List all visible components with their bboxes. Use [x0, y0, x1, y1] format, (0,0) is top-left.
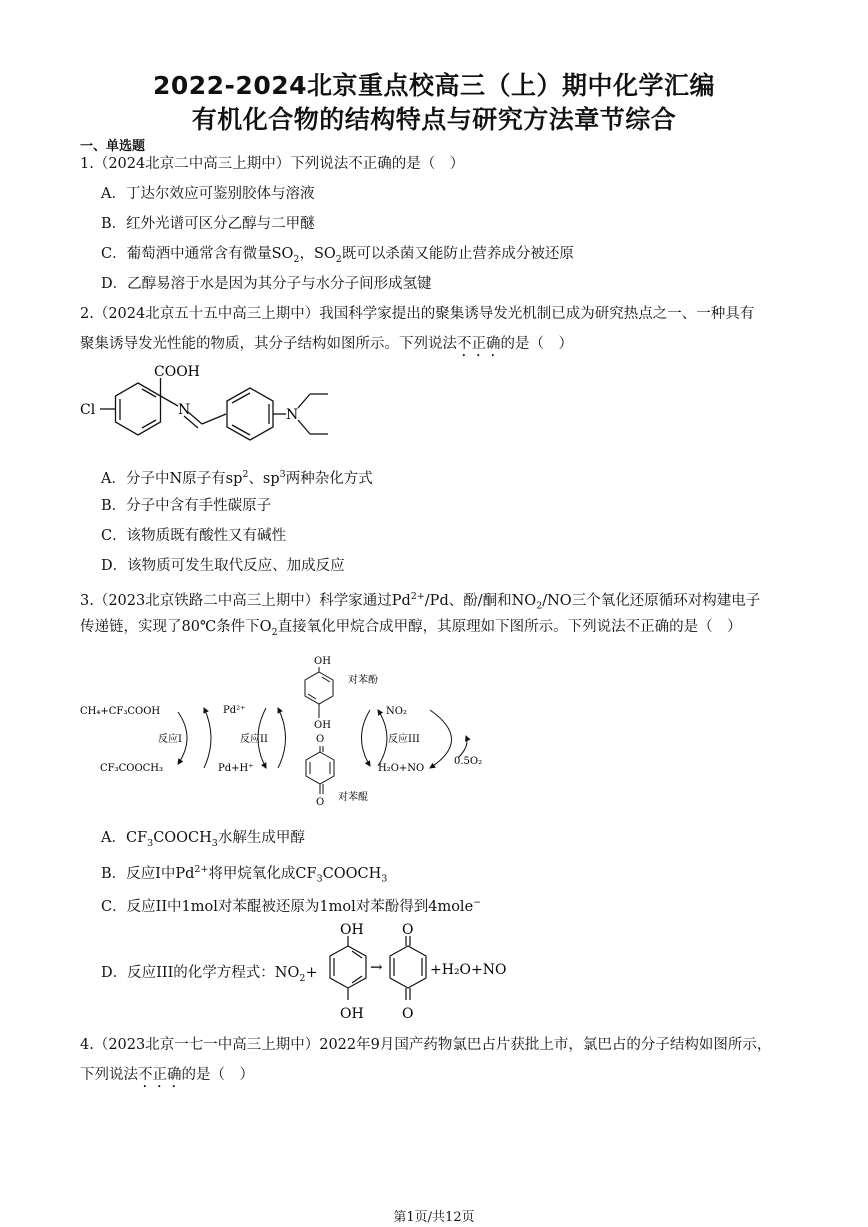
section-heading: 一、单选题: [80, 139, 146, 154]
superscript: 2: [242, 469, 249, 480]
plus-sign: +: [305, 965, 318, 981]
q3-option-a-text: COOCH: [153, 830, 212, 846]
q3-stem-text: 3.（2023北京铁路二中高三上期中）科学家通过Pd: [80, 592, 411, 609]
q2-option-a-text: 两种杂化方式: [285, 470, 373, 487]
q3-option-d: [101, 964, 318, 988]
hydroquinone-label: 对苯酚: [348, 675, 378, 686]
q3-stem-text: /Pd、酚/酮和NO: [424, 592, 537, 609]
page-footer: 第1页/共12页: [393, 1210, 475, 1225]
reaction-i-label: 反应I: [158, 734, 182, 745]
no2-label: NO₂: [386, 706, 407, 717]
q2-stem-line2: [80, 335, 573, 360]
subscript: 2: [293, 253, 300, 265]
subscript: 2: [536, 600, 543, 612]
pd-h-label: Pd+H⁺: [218, 763, 254, 774]
oh-label: OH: [340, 922, 364, 938]
subscript: 3: [211, 837, 218, 849]
emphasis-not-correct: 不正确: [457, 336, 501, 352]
oh-label: OH: [340, 1006, 364, 1022]
benzoquinone-label: 对苯醌: [338, 792, 368, 803]
reaction-ii-label: 反应II: [240, 734, 268, 745]
q2-stem-line1: 2.（2024北京五十五中高三上期中）我国科学家提出的聚集诱导发光机制已成为研究热点之一、一种具有: [80, 306, 755, 322]
cl-label: Cl: [80, 402, 96, 418]
superscript: 2+: [410, 591, 425, 602]
q3-option-a-text: A．CF: [101, 830, 148, 846]
q3-stem-text: 直接氧化甲烷合成甲醇，其原理如下图所示。下列说法不正确的是（ ）: [277, 619, 742, 635]
q3-stem-text: /NO三个氧化还原循环对构建电子: [542, 592, 761, 609]
q1-option-c: [101, 245, 574, 269]
q3-stem-text: 传递链，实现了80℃条件下O: [80, 619, 272, 635]
q1-option-c-text: C．葡萄酒中通常含有微量SO: [101, 246, 294, 262]
pd2-label: Pd²⁺: [223, 705, 246, 716]
q3-option-d-equation: [318, 922, 538, 1022]
q3-option-c-text: C．反应II中1mol对苯醌被还原为1mol对苯酚得到4mole: [101, 898, 474, 915]
arrow-icon: →: [370, 958, 383, 976]
q2-stem-text: 的是（ ）: [500, 336, 573, 352]
nitrogen-label: N: [178, 402, 191, 418]
q2-stem-text: 聚集诱导发光性能的物质，其分子结构如图所示。下列说法: [80, 336, 457, 352]
q3-option-b: [101, 861, 387, 889]
q4-stem-line2: [80, 1066, 254, 1091]
subscript: 3: [381, 873, 388, 885]
q2-option-b: B．分子中含有手性碳原子: [101, 498, 272, 514]
q4-stem-text: 的是（ ）: [181, 1067, 254, 1083]
ch4-label: CH₄+CF₃COOH: [80, 706, 161, 717]
subscript: 2: [335, 253, 342, 265]
nitrogen-label: N: [286, 407, 299, 423]
subscript: 2: [299, 972, 306, 984]
q1-option-b: B．红外光谱可区分乙醇与二甲醚: [101, 216, 315, 232]
q2-option-d: D．该物质可发生取代反应、加成反应: [101, 558, 345, 574]
q3-reaction-cycle-diagram: [78, 650, 498, 810]
o-top-label: O: [316, 734, 325, 745]
oh-top-label: OH: [314, 656, 331, 667]
q1-option-d: D．乙醇易溶于水是因为其分子与水分子间形成氢键: [101, 276, 432, 292]
oh-bottom-label: OH: [314, 720, 331, 731]
q1-stem: 1.（2024北京二中高三上期中）下列说法不正确的是（ ）: [80, 156, 465, 172]
q3-option-b-text: COOCH: [322, 865, 382, 882]
q2-option-a-text: A．分子中N原子有sp: [101, 470, 243, 487]
subscript: 2: [271, 626, 278, 638]
page-title: 2022-2024北京重点校高三（上）期中化学汇编: [152, 71, 716, 100]
reaction-iii-label: 反应III: [388, 734, 420, 745]
q3-option-c: [101, 894, 481, 916]
cf3cooch3-label: CF₃COOCH₃: [100, 763, 164, 774]
q2-molecule-structure: [78, 362, 338, 462]
q4-stem-line1: 4.（2023北京一七一中高三上期中）2022年9月国产药物氯巴占片获批上市，氯巴占的分子结构如图所示，: [80, 1037, 772, 1053]
q3-stem-line1: [80, 588, 760, 616]
q3-option-d-text: D．反应III的化学方程式：NO: [101, 965, 300, 981]
o-label: O: [402, 922, 414, 938]
subscript: 3: [316, 873, 323, 885]
emphasis-not-correct: 不正确: [138, 1067, 182, 1083]
cooh-label: COOH: [154, 364, 200, 380]
q1-option-c-text: ，SO: [299, 246, 336, 262]
h2o-no-label: H₂O+NO: [378, 763, 425, 774]
q1-option-a: A．丁达尔效应可鉴别胶体与溶液: [101, 186, 315, 202]
products-label: +H₂O+NO: [430, 962, 507, 978]
q2-option-a-text: 、sp: [248, 470, 280, 487]
q3-option-a-text: 水解生成甲醇: [217, 830, 305, 846]
o-bottom-label: O: [316, 797, 325, 808]
q2-option-a: [101, 466, 373, 488]
superscript: 3: [279, 469, 286, 480]
o-label: O: [402, 1006, 414, 1022]
page-subtitle: 有机化合物的结构特点与研究方法章节综合: [191, 105, 677, 134]
q3-option-b-text: 将甲烷氧化成CF: [208, 865, 317, 882]
q3-stem-line2: [80, 618, 742, 642]
subscript: 3: [147, 837, 154, 849]
superscript: 2+: [194, 864, 209, 875]
q3-option-a: [101, 829, 305, 853]
q2-option-c: C．该物质既有酸性又有碱性: [101, 528, 287, 544]
o2-label: 0.5O₂: [454, 756, 483, 767]
superscript: −: [473, 897, 482, 908]
q4-stem-text: 下列说法: [80, 1067, 138, 1083]
q1-option-c-text: 既可以杀菌又能防止营养成分被还原: [341, 246, 574, 262]
q3-option-b-text: B．反应I中Pd: [101, 865, 195, 882]
